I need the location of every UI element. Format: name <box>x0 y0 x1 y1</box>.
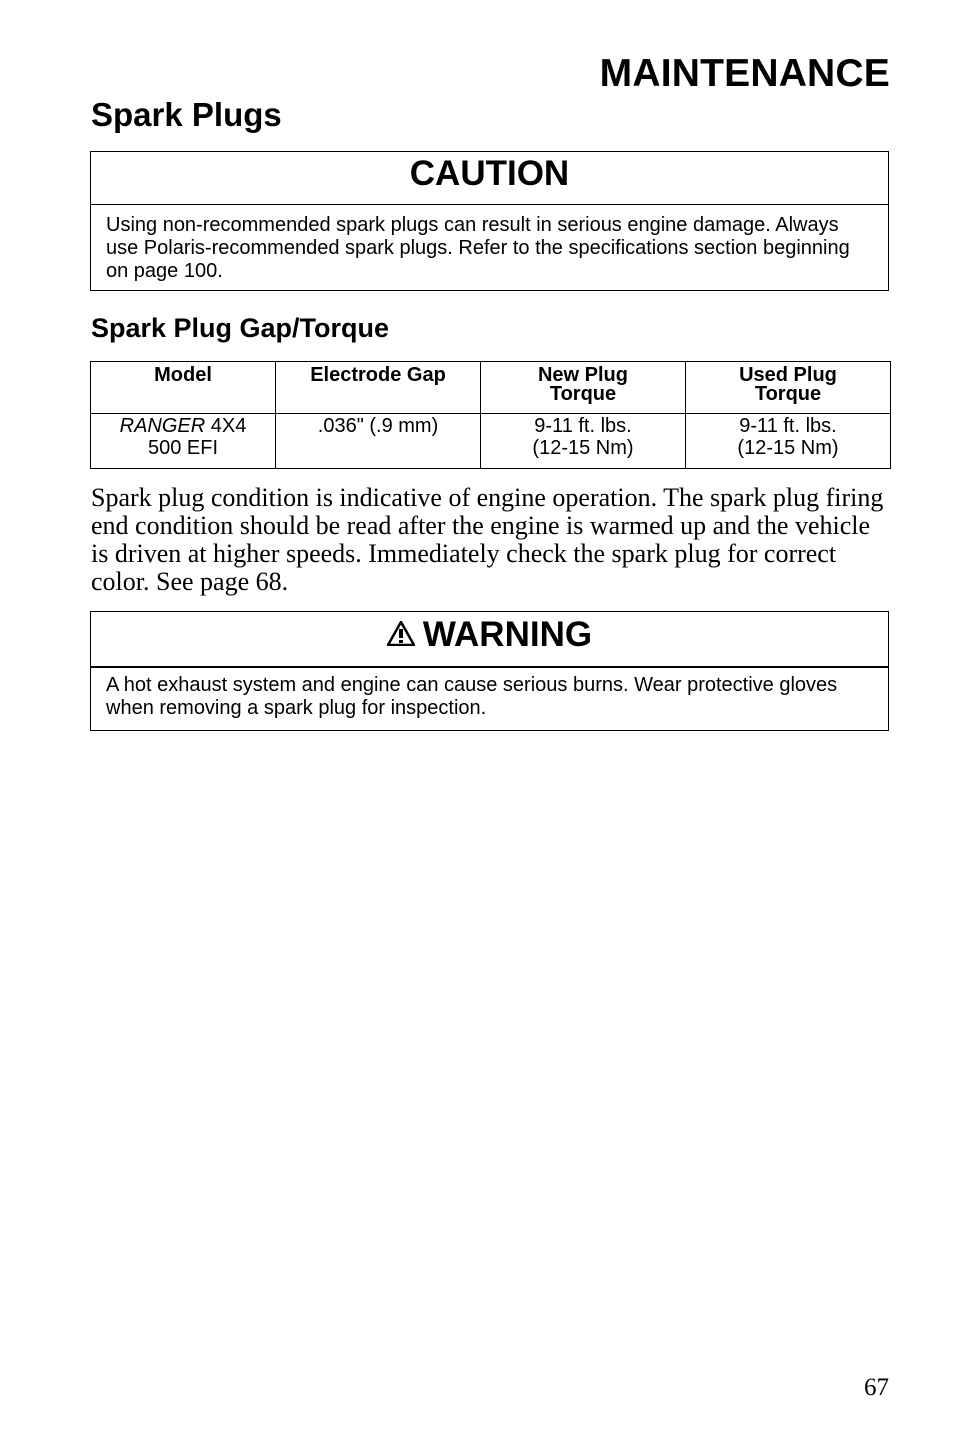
section-header: MAINTENANCE <box>599 52 890 95</box>
new-torque-line1: 9-11 ft. lbs. <box>534 415 632 437</box>
col-new-line1: New Plug <box>537 364 628 386</box>
col-new-line2: Torque <box>549 383 617 405</box>
col-used-line1: Used Plug <box>739 364 837 386</box>
model-name-line2: 500 EFI <box>147 437 219 459</box>
cell-used-plug-torque <box>686 414 891 469</box>
table-header-row <box>91 362 891 414</box>
new-torque-line2: (12-15 Nm) <box>532 437 634 459</box>
cell-model <box>91 414 276 469</box>
electrode-gap-value: .036" (.9 mm) <box>317 415 439 437</box>
spark-plug-spec-table <box>90 361 891 469</box>
body-paragraph: Spark plug condition is indicative of engine operation. The spark plug firing end condition should be read after the engine is warmed up and the vehicle is driven at higher speeds. Immediately check the spark plug for correct color. See page 68. <box>91 483 884 596</box>
cell-new-plug-torque <box>481 414 686 469</box>
warning-triangle-icon <box>387 621 415 646</box>
col-model <box>91 362 276 414</box>
col-used-plug-torque <box>686 362 891 414</box>
model-name-rest: 4X4 <box>205 415 247 437</box>
gap-torque-title: Spark Plug Gap/Torque <box>91 313 390 343</box>
page-title: Spark Plugs <box>91 96 282 133</box>
warning-heading: WARNING <box>422 615 593 654</box>
col-electrode-gap-label: Electrode Gap <box>310 364 446 386</box>
col-used-line2: Torque <box>754 383 822 405</box>
warning-box <box>90 611 889 731</box>
caution-text: Using non-recommended spark plugs can result in serious engine damage. Always use Polaris-recommended spark plugs. Refer to the specifications section beginning on page 100. <box>106 214 850 282</box>
table-row <box>91 414 891 469</box>
col-new-plug-torque <box>481 362 686 414</box>
cell-electrode-gap <box>276 414 481 469</box>
col-electrode-gap <box>276 362 481 414</box>
col-model-label: Model <box>154 364 212 386</box>
caution-box <box>90 151 889 291</box>
warning-header <box>91 612 888 668</box>
used-torque-line2: (12-15 Nm) <box>737 437 839 459</box>
used-torque-line1: 9-11 ft. lbs. <box>739 415 837 437</box>
model-name-italic: RANGER <box>119 415 206 437</box>
page-number: 67 <box>864 1374 889 1401</box>
caution-heading: CAUTION <box>91 152 888 205</box>
warning-text: A hot exhaust system and engine can cause serious burns. Wear protective gloves when removing a spark plug for inspection. <box>106 674 838 719</box>
